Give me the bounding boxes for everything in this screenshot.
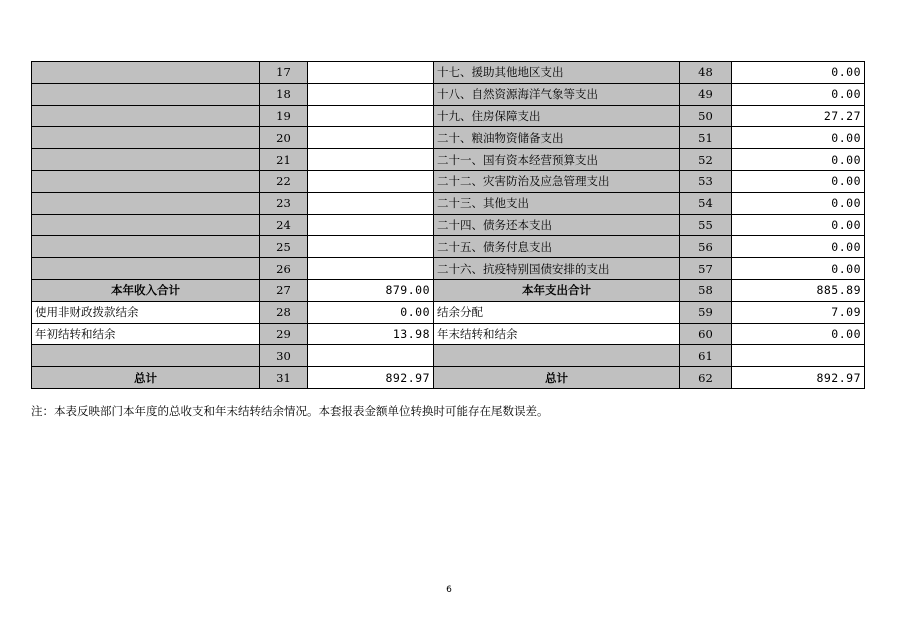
table-row	[32, 83, 865, 105]
expense-label-cell: 二十四、债务还本支出	[434, 214, 680, 236]
expense-amount-cell: 0.00	[732, 62, 865, 84]
income-label-cell	[32, 83, 260, 105]
income-row-number: 22	[260, 170, 308, 192]
income-amount-cell	[308, 192, 434, 214]
page-number: 6	[446, 585, 452, 595]
expense-amount-cell: 0.00	[732, 149, 865, 171]
income-row-number: 23	[260, 192, 308, 214]
table-row	[32, 62, 865, 84]
table-row	[32, 149, 865, 171]
table-footnote: 注：本表反映部门本年度的总收支和年末结转结余情况。本套报表金额单位转换时可能存在尾数误差。	[31, 404, 549, 418]
expense-amount-cell	[732, 345, 865, 367]
expense-row-number: 51	[680, 127, 732, 149]
expense-grand-total-amount: 892.97	[732, 367, 865, 389]
expense-total-label: 本年支出合计	[434, 279, 680, 301]
income-row-number: 27	[260, 279, 308, 301]
income-amount-cell	[308, 149, 434, 171]
table-row	[32, 214, 865, 236]
income-amount-cell	[308, 258, 434, 280]
table-row-income-expense-total	[32, 279, 865, 301]
income-grand-total-amount: 892.97	[308, 367, 434, 389]
income-amount-cell	[308, 214, 434, 236]
table-row	[32, 323, 865, 345]
income-row-number: 17	[260, 62, 308, 84]
expense-row-number: 57	[680, 258, 732, 280]
income-amount-cell	[308, 105, 434, 127]
expense-amount-cell: 0.00	[732, 258, 865, 280]
expense-amount-cell: 0.00	[732, 170, 865, 192]
expense-row-number: 52	[680, 149, 732, 171]
table-row	[32, 192, 865, 214]
income-label-cell	[32, 214, 260, 236]
expense-label-cell: 结余分配	[434, 301, 680, 323]
expense-amount-cell: 0.00	[732, 127, 865, 149]
income-label-cell	[32, 192, 260, 214]
income-amount-cell	[308, 236, 434, 258]
expense-label-cell: 十八、自然资源海洋气象等支出	[434, 83, 680, 105]
expense-label-cell	[434, 345, 680, 367]
table-row	[32, 127, 865, 149]
expense-amount-cell: 0.00	[732, 83, 865, 105]
income-row-number: 20	[260, 127, 308, 149]
table-row-grand-total	[32, 367, 865, 389]
income-label-cell	[32, 345, 260, 367]
income-amount-cell	[308, 127, 434, 149]
expense-label-cell: 二十二、灾害防治及应急管理支出	[434, 170, 680, 192]
expense-row-number: 62	[680, 367, 732, 389]
income-row-number: 28	[260, 301, 308, 323]
expense-label-cell: 年末结转和结余	[434, 323, 680, 345]
final-accounts-table	[31, 61, 865, 389]
income-label-cell	[32, 62, 260, 84]
income-amount-cell	[308, 345, 434, 367]
table-row	[32, 236, 865, 258]
table-body	[32, 62, 865, 389]
income-label-cell	[32, 149, 260, 171]
expense-label-cell: 十七、援助其他地区支出	[434, 62, 680, 84]
income-row-number: 18	[260, 83, 308, 105]
income-amount-cell	[308, 62, 434, 84]
income-row-number: 25	[260, 236, 308, 258]
income-amount-cell: 13.98	[308, 323, 434, 345]
expense-label-cell: 二十、粮油物资储备支出	[434, 127, 680, 149]
income-amount-cell: 0.00	[308, 301, 434, 323]
expense-label-cell: 二十一、国有资本经营预算支出	[434, 149, 680, 171]
expense-amount-cell: 27.27	[732, 105, 865, 127]
expense-amount-cell: 0.00	[732, 323, 865, 345]
income-row-number: 30	[260, 345, 308, 367]
expense-row-number: 61	[680, 345, 732, 367]
income-row-number: 31	[260, 367, 308, 389]
expense-amount-cell: 0.00	[732, 236, 865, 258]
expense-row-number: 49	[680, 83, 732, 105]
expense-label-cell: 十九、住房保障支出	[434, 105, 680, 127]
income-row-number: 29	[260, 323, 308, 345]
table-row	[32, 345, 865, 367]
table-row	[32, 301, 865, 323]
expense-row-number: 60	[680, 323, 732, 345]
income-label-cell	[32, 105, 260, 127]
income-amount-cell	[308, 83, 434, 105]
table-row	[32, 170, 865, 192]
income-amount-cell	[308, 170, 434, 192]
income-row-number: 19	[260, 105, 308, 127]
expense-amount-cell: 0.00	[732, 192, 865, 214]
expense-row-number: 50	[680, 105, 732, 127]
income-grand-total-label: 总计	[32, 367, 260, 389]
expense-row-number: 55	[680, 214, 732, 236]
income-label-cell	[32, 127, 260, 149]
expense-amount-cell: 7.09	[732, 301, 865, 323]
expense-label-cell: 二十三、其他支出	[434, 192, 680, 214]
expense-row-number: 58	[680, 279, 732, 301]
income-row-number: 21	[260, 149, 308, 171]
expense-grand-total-label: 总计	[434, 367, 680, 389]
income-label-cell	[32, 236, 260, 258]
expense-row-number: 59	[680, 301, 732, 323]
expense-total-amount: 885.89	[732, 279, 865, 301]
expense-label-cell: 二十五、债务付息支出	[434, 236, 680, 258]
income-label-cell: 使用非财政拨款结余	[32, 301, 260, 323]
income-total-label: 本年收入合计	[32, 279, 260, 301]
expense-row-number: 48	[680, 62, 732, 84]
income-label-cell	[32, 258, 260, 280]
table-row	[32, 105, 865, 127]
income-label-cell	[32, 170, 260, 192]
income-total-amount: 879.00	[308, 279, 434, 301]
income-label-cell: 年初结转和结余	[32, 323, 260, 345]
expense-row-number: 56	[680, 236, 732, 258]
expense-amount-cell: 0.00	[732, 214, 865, 236]
income-row-number: 24	[260, 214, 308, 236]
income-row-number: 26	[260, 258, 308, 280]
table-row	[32, 258, 865, 280]
expense-label-cell: 二十六、抗疫特别国债安排的支出	[434, 258, 680, 280]
expense-row-number: 54	[680, 192, 732, 214]
expense-row-number: 53	[680, 170, 732, 192]
